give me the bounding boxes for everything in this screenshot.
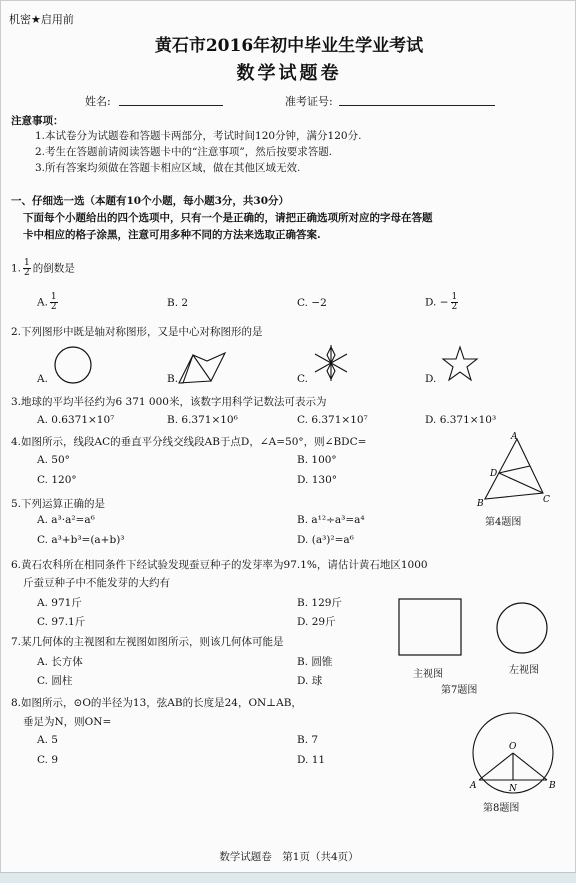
question-3: 3.地球的平均半径约为6 371 000米，该数字用科学记数法可表示为 [11,396,327,408]
notes-heading: 注意事项： [11,115,64,127]
point-label: A [470,781,477,791]
exam-no-line [339,105,495,106]
q1-option-b: B. 2 [167,297,189,309]
triangle-figure [477,433,557,513]
q8-option-c: C. 9 [37,754,59,766]
left-view-label: 左视图 [509,665,539,676]
q4-option-c: C. 120° [37,474,77,486]
q3-option-d: D. 6.371×10³ [425,414,497,426]
question-1 [11,259,75,278]
q2-option-b: B. [167,373,179,385]
question-8: 8.如图所示，⊙O的半径为13，弦AB的长度是24，ON⊥AB， [11,697,302,709]
q1-option-c: C. −2 [297,297,327,309]
q6-option-b: B. 129斤 [297,597,342,609]
point-label: B [549,781,556,791]
question-2: 2.下列图形中既是轴对称图形，又是中心对称图形的是 [11,326,263,338]
q7-option-d: D. 球 [297,675,323,687]
q5-option-a: A. a³·a²=a⁶ [37,514,95,526]
q8-option-b: B. 7 [297,734,319,746]
star-figure [441,345,479,383]
note-item: 1.本试卷分为试题卷和答题卡两部分，考试时间120分钟，满分120分. [35,130,362,142]
point-label: B [477,499,484,509]
figure-caption: 第7题图 [441,685,478,696]
q8-option-a: A. 5 [37,734,58,746]
q2-option-c: C. [297,373,308,385]
question-4: 4.如图所示，线段AC的垂直平分线交线段AB于点D，∠A=50°，则∠BDC= [11,436,367,448]
note-item: 2.考生在答题前请阅读答题卡中的“注意事项”，然后按要求答题. [35,146,333,158]
fraction: $\frac{1}{2}$ [24,258,30,278]
q7-option-c: C. 圆柱 [37,675,73,687]
q8-option-d: D. 11 [297,754,326,766]
point-label: D [490,469,498,479]
question-6: 6.黄石农科所在相同条件下经试验发现蚕豆种子的发芽率为97.1%，请估计黄石地区1000 [11,559,428,571]
question-6-cont: 斤蚕豆种子中不能发芽的大约有 [23,577,170,589]
paper-title: 数学试题卷 [236,63,342,84]
q3-option-b: B. 6.371×10⁶ [167,414,238,426]
question-8-cont: 垂足为N，则ON= [23,716,112,728]
section-heading: 一、仔细选一选（本题有10个小题，每小题3分，共30分） [11,195,290,207]
figure-caption: 第4题图 [485,517,522,528]
q3-option-a: A. 0.6371×10⁷ [37,414,115,426]
left-view-circle [495,601,551,657]
q7-option-a: A. 长方体 [37,656,83,668]
q4-option-a: A. 50° [37,454,70,466]
question-7: 7.某几何体的主视图和左视图如图所示，则该几何体可能是 [11,636,284,648]
bottom-bar [0,872,576,883]
page-footer: 数学试题卷 第1页（共4页） [219,851,359,863]
snowflake-figure [311,343,351,383]
circle-figure [53,345,93,385]
q4-option-b: B. 100° [297,454,337,466]
q1-option-d: D. − $\frac{1}{2}$ [425,292,458,312]
q2-option-d: D. [425,373,437,385]
section-intro: 下面每个小题给出的四个选项中，只有一个是正确的，请把正确选项所对应的字母在答题 [23,212,433,224]
exam-no-label: 准考证号: [285,95,333,108]
point-label: O [509,742,517,752]
exam-title: 黄石市2016年初中毕业生学业考试 [154,36,424,56]
name-line [119,105,223,106]
circle-chord-figure [467,713,563,809]
q4-option-d: D. 130° [297,474,338,486]
q1-option-a: A. $\frac{1}{2}$ [37,292,57,312]
point-label: C [543,495,550,505]
q6-option-a: A. 971斤 [37,597,82,609]
q5-option-d: D. (a³)²=a⁶ [297,534,354,546]
q5-option-c: C. a³+b³=(a+b)³ [37,534,125,546]
q3-option-c: C. 6.371×10⁷ [297,414,368,426]
question-text: 的倒数是 [32,262,75,275]
main-view-label: 主视图 [413,669,443,680]
q6-option-c: C. 97.1斤 [37,616,86,628]
name-label: 姓名: [85,95,111,108]
secret-label: 机密★启用前 [9,13,74,26]
point-label: N [509,784,517,794]
point-label: A [511,432,518,442]
q2-option-a: A. [37,373,48,385]
question-number: 1. [11,262,22,275]
q7-option-b: B. 圆锥 [297,656,333,668]
section-intro: 卡中相应的格子涂黑，注意可用多种不同的方法来选取正确答案. [23,229,321,241]
question-5: 5.下列运算正确的是 [11,498,106,510]
note-item: 3.所有答案均须做在答题卡相应区域，做在其他区域无效. [35,162,301,174]
q5-option-b: B. a¹²÷a³=a⁴ [297,514,365,526]
main-view-rect [397,597,465,659]
bowtie-figure [177,351,227,387]
q6-option-d: D. 29斤 [297,616,336,628]
figure-caption: 第8题图 [483,803,520,814]
